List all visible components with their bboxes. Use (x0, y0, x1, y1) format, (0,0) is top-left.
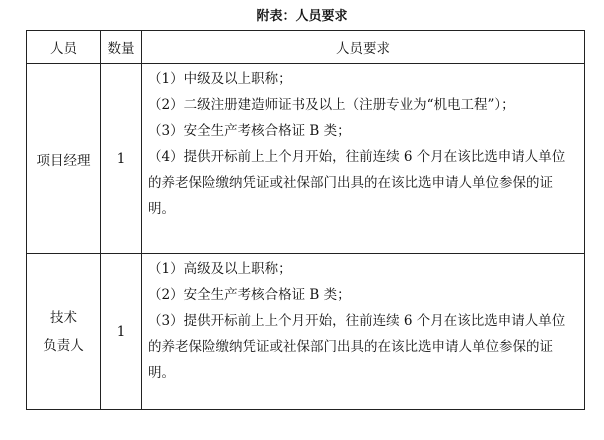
role-line: 技术 (50, 309, 77, 326)
requirement-item: （1）高级及以上职称； (148, 261, 292, 277)
requirement-item: （4）提供开标前上上个月开始，往前连续 6 个月在该比选申请人单位 (148, 149, 566, 165)
requirement-item: （2）安全生产考核合格证 B 类； (148, 287, 351, 303)
role-project-manager: 项目经理 (27, 64, 101, 254)
count-project-manager: 1 (101, 64, 142, 254)
table-row (27, 64, 585, 254)
requirement-item: （3）安全生产考核合格证 B 类； (148, 123, 351, 139)
requirement-item: 明。 (148, 201, 175, 217)
requirements-project-manager (142, 64, 585, 254)
requirements-technical-lead (142, 254, 585, 410)
requirement-item: （1）中级及以上职称； (148, 71, 292, 87)
count-technical-lead: 1 (101, 254, 142, 410)
table-row (27, 254, 585, 410)
requirement-item: （2）二级注册建造师证书及以上（注册专业为“机电工程”）； (148, 97, 515, 113)
personnel-requirements-table (26, 30, 585, 410)
role-technical-lead (27, 254, 101, 410)
role-line: 负责人 (43, 337, 84, 354)
header-personnel: 人员 (27, 31, 101, 64)
header-row (27, 31, 585, 64)
requirement-item: 明。 (148, 365, 175, 381)
requirement-item: 的养老保险缴纳凭证或社保部门出具的在该比选申请人单位参保的证 (148, 339, 553, 355)
requirement-item: 的养老保险缴纳凭证或社保部门出具的在该比选申请人单位参保的证 (148, 175, 553, 191)
table-title: 附表：人员要求 (256, 9, 348, 24)
header-quantity: 数量 (101, 31, 142, 64)
requirement-item: （3）提供开标前上上个月开始，往前连续 6 个月在该比选申请人单位 (148, 313, 566, 329)
header-requirements: 人员要求 (142, 31, 585, 64)
